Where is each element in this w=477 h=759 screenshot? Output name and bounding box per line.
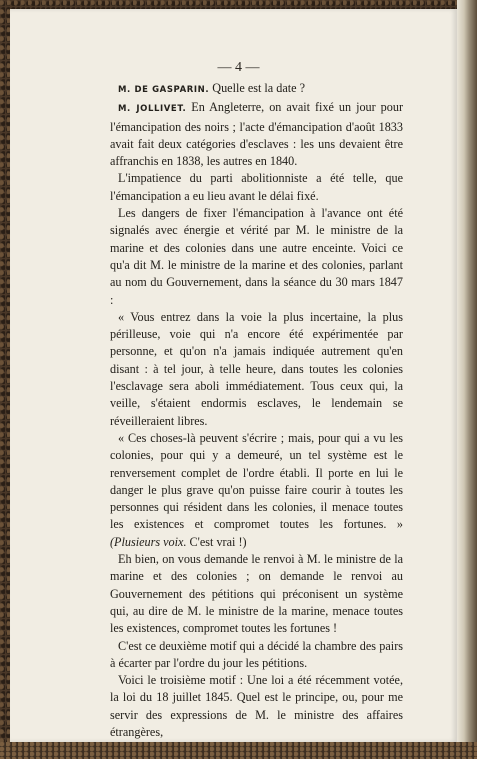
paragraph-2 (110, 99, 403, 170)
paragraph-text: « Ces choses-là peuvent s'écrire ; mais, pour qui a vu les colonies, pour qui y a demeuré, un tel système est le renversement complet de l'ordre établi. Il porte en lui le danger le plus grave qu'on puisse faire courir à toutes les personnes qui résident dans les colonies, il menace toutes les existences et compromet toutes les fortunes. » (110, 430, 403, 532)
paragraph-text: Quelle est la date ? (209, 81, 305, 95)
speaker-name: M. DE GASPARIN. (118, 85, 210, 95)
speaker-name: M. JOLLIVET. (118, 104, 187, 115)
paragraph-5: « Vous entrez dans la voie la plus incertaine, la plus périlleuse, voie qui n'a encore été expérimentée par personne, et qu'on n'a jamais indiquée autrement qu'en disant : à tel jour, à telle heure, dans toutes les colonies l'esclavage sera aboli immédiatement. Tous ceux qui, la veille, s'étaient endormis esclaves, le lendemain se réveilleraient libres. (110, 309, 403, 428)
body-text (110, 80, 403, 741)
bottom-book-edge (0, 742, 477, 759)
paragraph-3: L'impatience du parti abolitionniste a été telle, que l'émancipation a eu lieu avant le délai fixé. (110, 171, 403, 203)
book-spine-edge (457, 0, 477, 759)
paragraph-1 (110, 80, 403, 99)
page-number: — 4 — (217, 60, 260, 75)
paragraph-7: Eh bien, on vous demande le renvoi à M. le ministre de la marine et des colonies ; on demande le renvoi au Gouvernement des pétitions qui préconisent un système qui, au dire de M. le ministre de la marine, menace toutes les existences, compromet toutes les fortunes ! (110, 552, 403, 636)
paragraph-6 (110, 430, 403, 551)
paragraph-9: Voici le troisième motif : Une loi a été récemment votée, la loi du 18 juillet 1845. Quel est le principe, ou, pour me servir des expressions de M. le ministre des affaires étrangères, (110, 673, 403, 739)
paragraph-tail: C'est vrai !) (186, 534, 247, 549)
interjection: (Plusieurs voix. (110, 534, 187, 549)
paragraph-8: C'est ce deuxième motif qui a décidé la chambre des pairs à écarter par l'ordre du jour les pétitions. (110, 638, 403, 670)
paragraph-4: Les dangers de fixer l'émancipation à l'avance ont été signalés avec énergie et vérité par M. le ministre de la marine et des colonies dans une autre enceinte. Voici ce qu'a dit M. le ministre de la marine et des colonies, parlant au nom du Gouvernement, dans la séance du 30 mars 1847 : (110, 206, 403, 307)
paragraph-text: En Angleterre, on avait fixé un jour pour l'émancipation des noirs ; l'acte d'émancipation d'août 1833 avait fait deux catégories d'esclaves : les uns devaient être affranchis en 1838, les autres en 1840. (110, 100, 404, 169)
